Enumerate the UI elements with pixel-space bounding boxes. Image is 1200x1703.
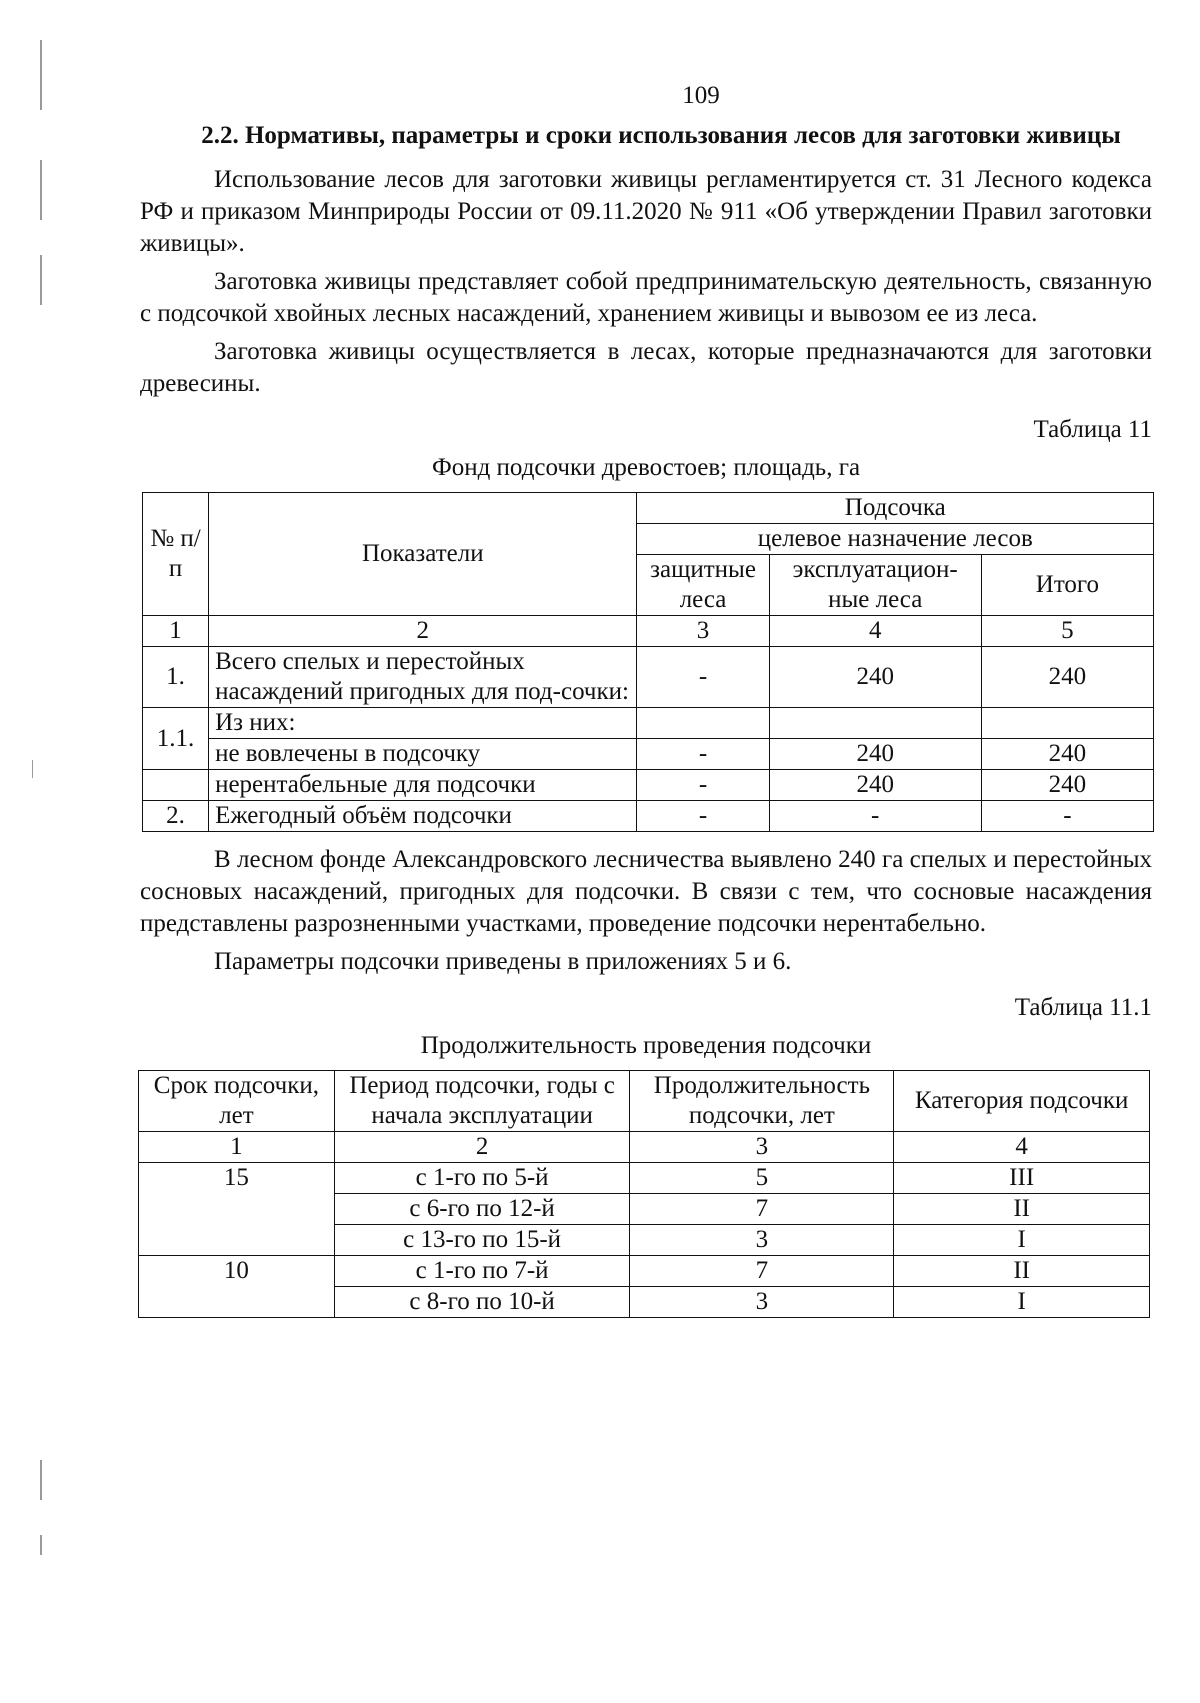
table-header-row [143, 493, 1154, 524]
row-num [143, 770, 209, 801]
row-category: I [894, 1225, 1150, 1256]
table-11-title: Фонд подсочки древостоев; площадь, га [431, 454, 861, 481]
row-total: 240 [981, 739, 1153, 770]
column-number-row [139, 1132, 1150, 1163]
row-exploitation [769, 708, 981, 739]
row-num: 2. [143, 801, 209, 832]
row-period: с 1-го по 5-й [334, 1163, 630, 1194]
row-period: с 13-го по 15-й [334, 1225, 630, 1256]
column-number-row [143, 616, 1154, 647]
table-11 [142, 492, 1154, 832]
scan-artifact-line [40, 1460, 42, 1500]
column-number: 3 [637, 616, 769, 647]
row-term: 15 [139, 1163, 335, 1256]
row-num: 1.1. [143, 708, 209, 770]
paragraph: Заготовка живицы осуществляется в лесах, которые предназначаются для заготовки древесины. [140, 338, 1152, 397]
table-row [143, 801, 1154, 832]
table-row [143, 739, 1154, 770]
header-cell-protective: защитные леса [637, 555, 769, 616]
header-cell-exploitation: эксплуатацион-ные леса [769, 555, 981, 616]
scan-artifact-line [40, 1535, 42, 1555]
column-number: 1 [139, 1132, 335, 1163]
row-category: II [894, 1194, 1150, 1225]
row-total: 240 [981, 647, 1153, 708]
header-cell-group: Подсочка [637, 493, 1154, 524]
row-num: 1. [143, 647, 209, 708]
row-duration: 3 [630, 1225, 894, 1256]
document-page [140, 80, 1152, 1318]
header-cell-term: Срок подсочки, лет [139, 1071, 335, 1132]
row-category: II [894, 1256, 1150, 1287]
row-protective [637, 708, 769, 739]
column-number: 2 [209, 616, 637, 647]
scan-artifact-line [32, 760, 33, 778]
header-cell-category: Категория подсочки [894, 1071, 1150, 1132]
paragraph: В лесном фонде Александровского лесничества выявлено 240 га спелых и перестойных сосновых насаждений, пригодных для подсочки. В связи с тем, что сосновые насаждения представлены разрозненными участками, проведение подсочки нерентабельно. [140, 846, 1152, 937]
row-total: 240 [981, 770, 1153, 801]
row-period: с 1-го по 7-й [334, 1256, 630, 1287]
table-row [139, 1163, 1150, 1194]
scan-artifact-line [40, 40, 42, 110]
table-row [143, 647, 1154, 708]
scan-artifact-line [40, 160, 42, 220]
column-number: 2 [334, 1132, 630, 1163]
table-11-1-title: Продолжительность проведения подсочки [420, 1032, 872, 1059]
row-name: нерентабельные для подсочки [209, 770, 637, 801]
row-exploitation: 240 [769, 770, 981, 801]
row-exploitation: 240 [769, 647, 981, 708]
page-number: 109 [682, 82, 720, 109]
header-cell-subgroup: целевое назначение лесов [637, 524, 1154, 555]
header-cell-indicators: Показатели [209, 493, 637, 616]
table-header-row [139, 1071, 1150, 1132]
row-duration: 3 [630, 1287, 894, 1318]
row-category: III [894, 1163, 1150, 1194]
row-total [981, 708, 1153, 739]
column-number: 4 [894, 1132, 1150, 1163]
table-11-label: Таблица 11 [1033, 416, 1152, 443]
header-cell-total: Итого [981, 555, 1153, 616]
header-cell-num: № п/п [143, 493, 209, 616]
row-category: I [894, 1287, 1150, 1318]
row-duration: 5 [630, 1163, 894, 1194]
row-protective: - [637, 739, 769, 770]
section-title: 2.2. Нормативы, параметры и сроки использования лесов для заготовки живицы [201, 122, 1121, 149]
row-protective: - [637, 770, 769, 801]
row-name: не вовлечены в подсочку [209, 739, 637, 770]
row-duration: 7 [630, 1256, 894, 1287]
column-number: 4 [769, 616, 981, 647]
row-exploitation: - [769, 801, 981, 832]
table-row [143, 708, 1154, 739]
paragraph: Заготовка живицы представляет собой предпринимательскую деятельность, связанную с подсочкой хвойных лесных насаждений, хранением живицы и вывозом ее из леса. [140, 268, 1152, 327]
row-name: Всего спелых и перестойных насаждений пригодных для под-сочки: [209, 647, 637, 708]
column-number: 5 [981, 616, 1153, 647]
row-name: Из них: [209, 708, 637, 739]
row-name: Ежегодный объём подсочки [209, 801, 637, 832]
column-number: 1 [143, 616, 209, 647]
table-row [143, 770, 1154, 801]
paragraph: Использование лесов для заготовки живицы регламентируется ст. 31 Лесного кодекса РФ и приказом Минприроды России от 09.11.2020 № 911 «Об утверждении Правил заготовки живицы». [140, 166, 1152, 257]
table-11-1 [138, 1070, 1150, 1318]
row-protective: - [637, 647, 769, 708]
row-protective: - [637, 801, 769, 832]
row-period: с 8-го по 10-й [334, 1287, 630, 1318]
header-cell-duration: Продолжительность подсочки, лет [630, 1071, 894, 1132]
row-period: с 6-го по 12-й [334, 1194, 630, 1225]
table-row [139, 1256, 1150, 1287]
column-number: 3 [630, 1132, 894, 1163]
row-total: - [981, 801, 1153, 832]
scan-artifact-line [40, 255, 42, 305]
row-exploitation: 240 [769, 739, 981, 770]
paragraph: Параметры подсочки приведены в приложениях 5 и 6. [214, 948, 792, 975]
row-duration: 7 [630, 1194, 894, 1225]
table-11-1-label: Таблица 11.1 [1014, 994, 1152, 1021]
header-cell-period: Период подсочки, годы с начала эксплуатации [334, 1071, 630, 1132]
row-term: 10 [139, 1256, 335, 1318]
